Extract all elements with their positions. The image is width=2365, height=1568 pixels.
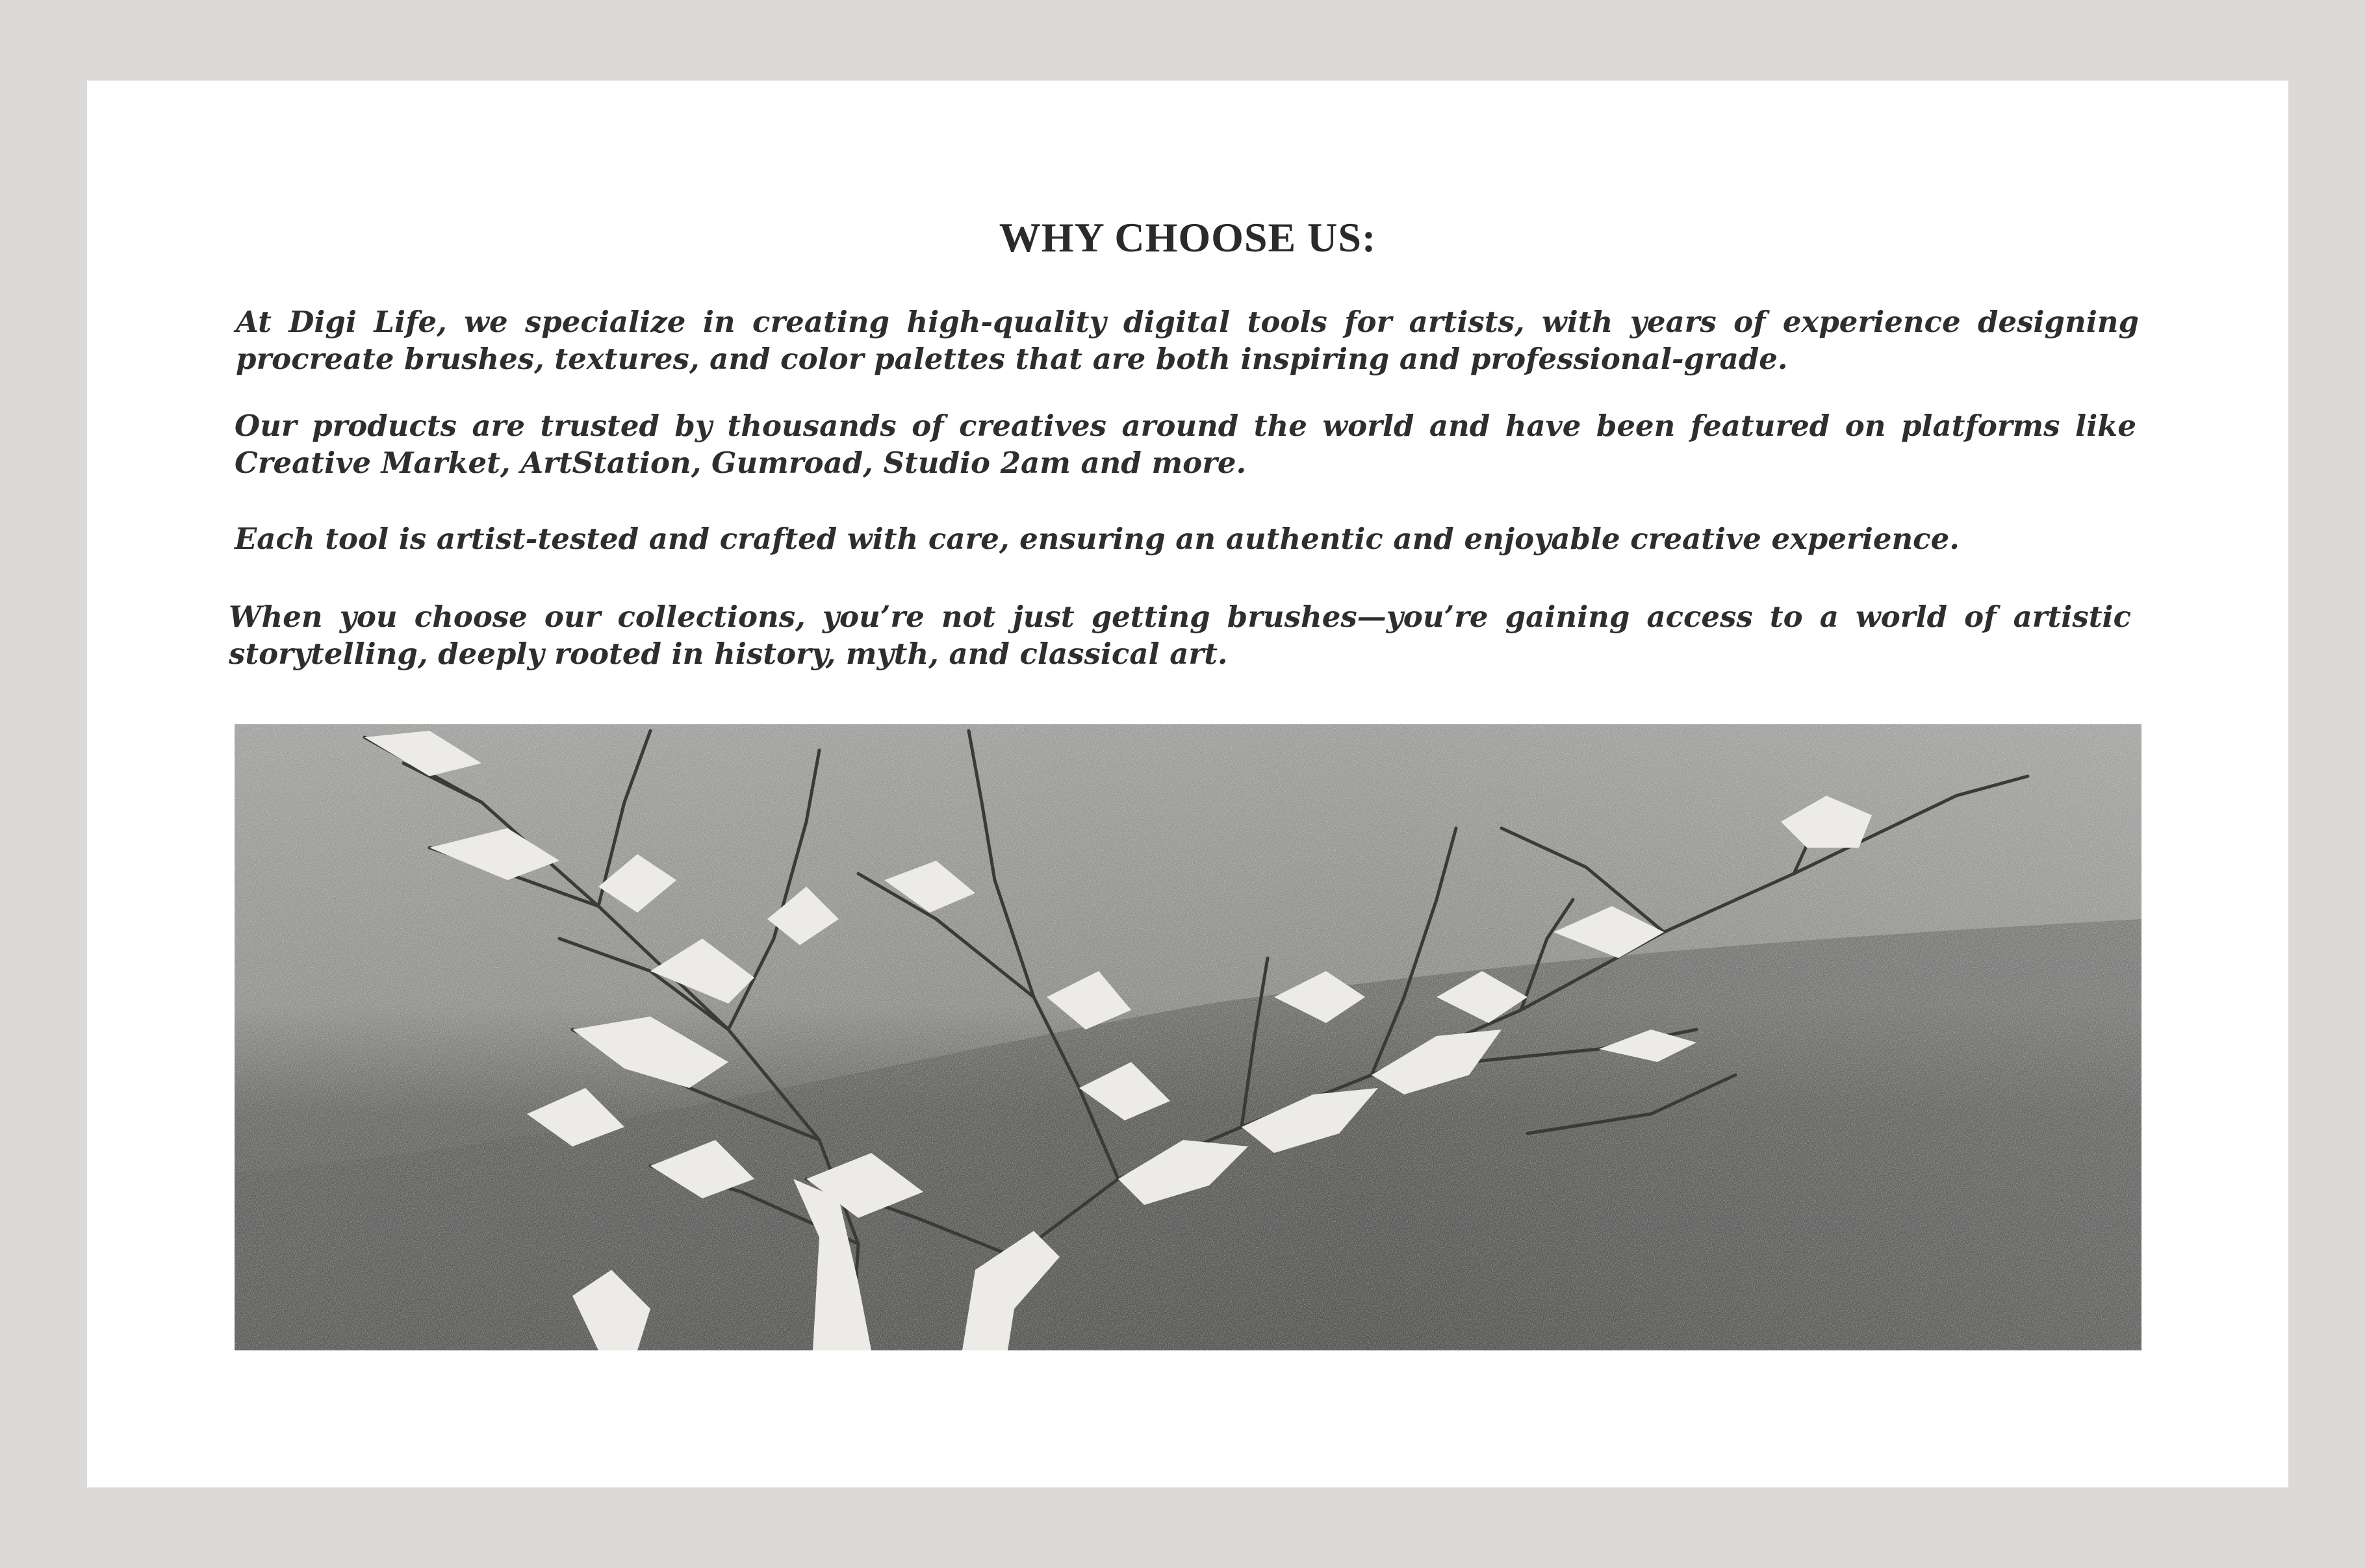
intro-paragraph: At Digi Life, we specialize in creating high-quality digital tools for artists, with years of experience designing procreate brushes, textures, and color palettes that are both inspiring and professional-grade. — [236, 305, 2139, 376]
quality-paragraph: Each tool is artist-tested and crafted with care, ensuring an authentic and enjoyable creative experience. — [235, 522, 1960, 556]
content-card — [87, 81, 2288, 1487]
storytelling-paragraph: When you choose our collections, you’re not just getting brushes—you’re gaining access to a world of artistic storytelling, deeply rooted in history, myth, and classical art. — [229, 600, 2131, 671]
section-title: WHY CHOOSE US: — [999, 214, 1377, 260]
snowy-branches-illustration — [235, 724, 2141, 1350]
platforms-paragraph: Our products are trusted by thousands of creatives around the world and have been featured on platforms like Creative Market, ArtStation, Gumroad, Studio 2am and more. — [235, 409, 2136, 480]
